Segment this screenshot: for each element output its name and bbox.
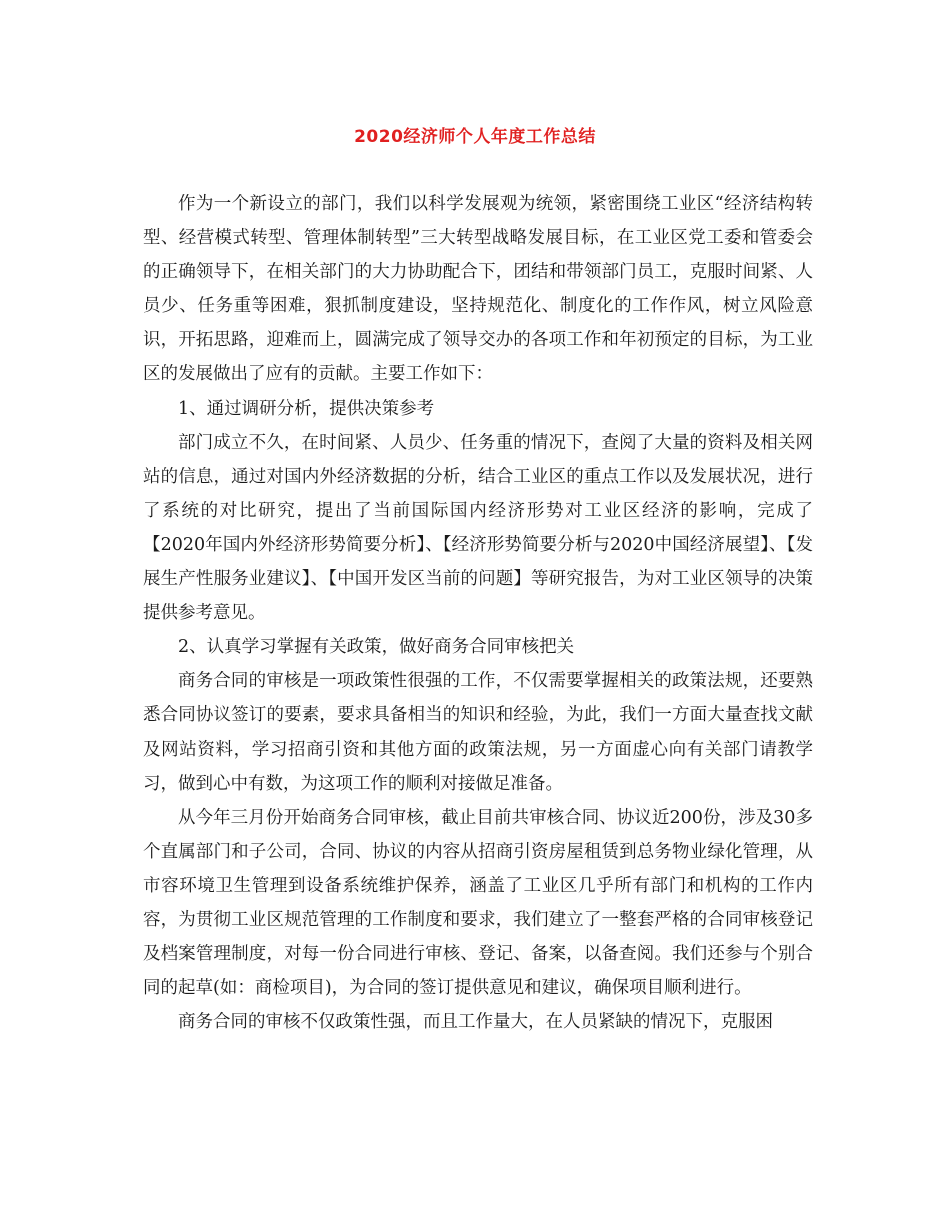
paragraph-research: 部门成立不久，在时间紧、人员少、任务重的情况下，查阅了大量的资料及相关网站的信息，通过对国内外经济数据的分析，结合工业区的重点工作以及发展状况，进行了系统的对比研究，提出了当前国际国内经济形势对工业区经济的影响，完成了【2020年国内外经济形势简要分析】、【经济形势简要分析与2020中国经济展望】、【发展生产性服务业建议】、【中国开发区当前的问题】等研究报告，为对工业区领导的决策提供参考意见。 — [143, 432, 813, 624]
paragraph-intro: 作为一个新设立的部门，我们以科学发展观为统领，紧密围绕工业区“经济结构转型、经营模式转型、管理体制转型”三大转型战略发展目标，在工业区党工委和管委会的正确领导下，在相关部门的大力协助配合下，团结和带领部门员工，克服时间紧、人员少、任务重等困难，狠抓制度建设，坚持规范化、制度化的工作作风，树立风险意识，开拓思路，迎难而上，圆满完成了领导交办的各项工作和年初预定的目标，为工业区的发展做出了应有的贡献。主要工作如下： — [143, 194, 813, 385]
paragraph-workload: 商务合同的审核不仅政策性强，而且工作量大，在人员紧缺的情况下，克服困 — [178, 1012, 773, 1033]
paragraph-contract-review: 商务合同的审核是一项政策性很强的工作，不仅需要掌握相关的政策法规，还要熟悉合同协议签订的要素，要求具备相当的知识和经验，为此，我们一方面大量查找文献及网站资料，学习招商引资和其他方面的政策法规，另一方面虚心向有关部门请教学习，做到心中有数，为这项工作的顺利对接做足准备。 — [143, 671, 813, 794]
section-heading-2: 2、认真学习掌握有关政策，做好商务合同审核把关 — [178, 637, 575, 658]
section-heading-1: 1、通过调研分析，提供决策参考 — [178, 398, 435, 419]
document-body — [143, 187, 813, 1039]
document-title: 2020经济师个人年度工作总结 — [354, 127, 596, 147]
paragraph-contract-stats: 从今年三月份开始商务合同审核，截止目前共审核合同、协议近200份，涉及30多个直属部门和子公司，合同、协议的内容从招商引资房屋租赁到总务物业绿化管理，从市容环境卫生管理到设备系统维护保养，涵盖了工业区几乎所有部门和机构的工作内容，为贯彻工业区规范管理的工作制度和要求，我们建立了一整套严格的合同审核登记及档案管理制度，对每一份合同进行审核、登记、备案，以备查阅。我们还参与个别合同的起草(如：商检项目)，为合同的签订提供意见和建议，确保项目顺利进行。 — [143, 807, 813, 999]
